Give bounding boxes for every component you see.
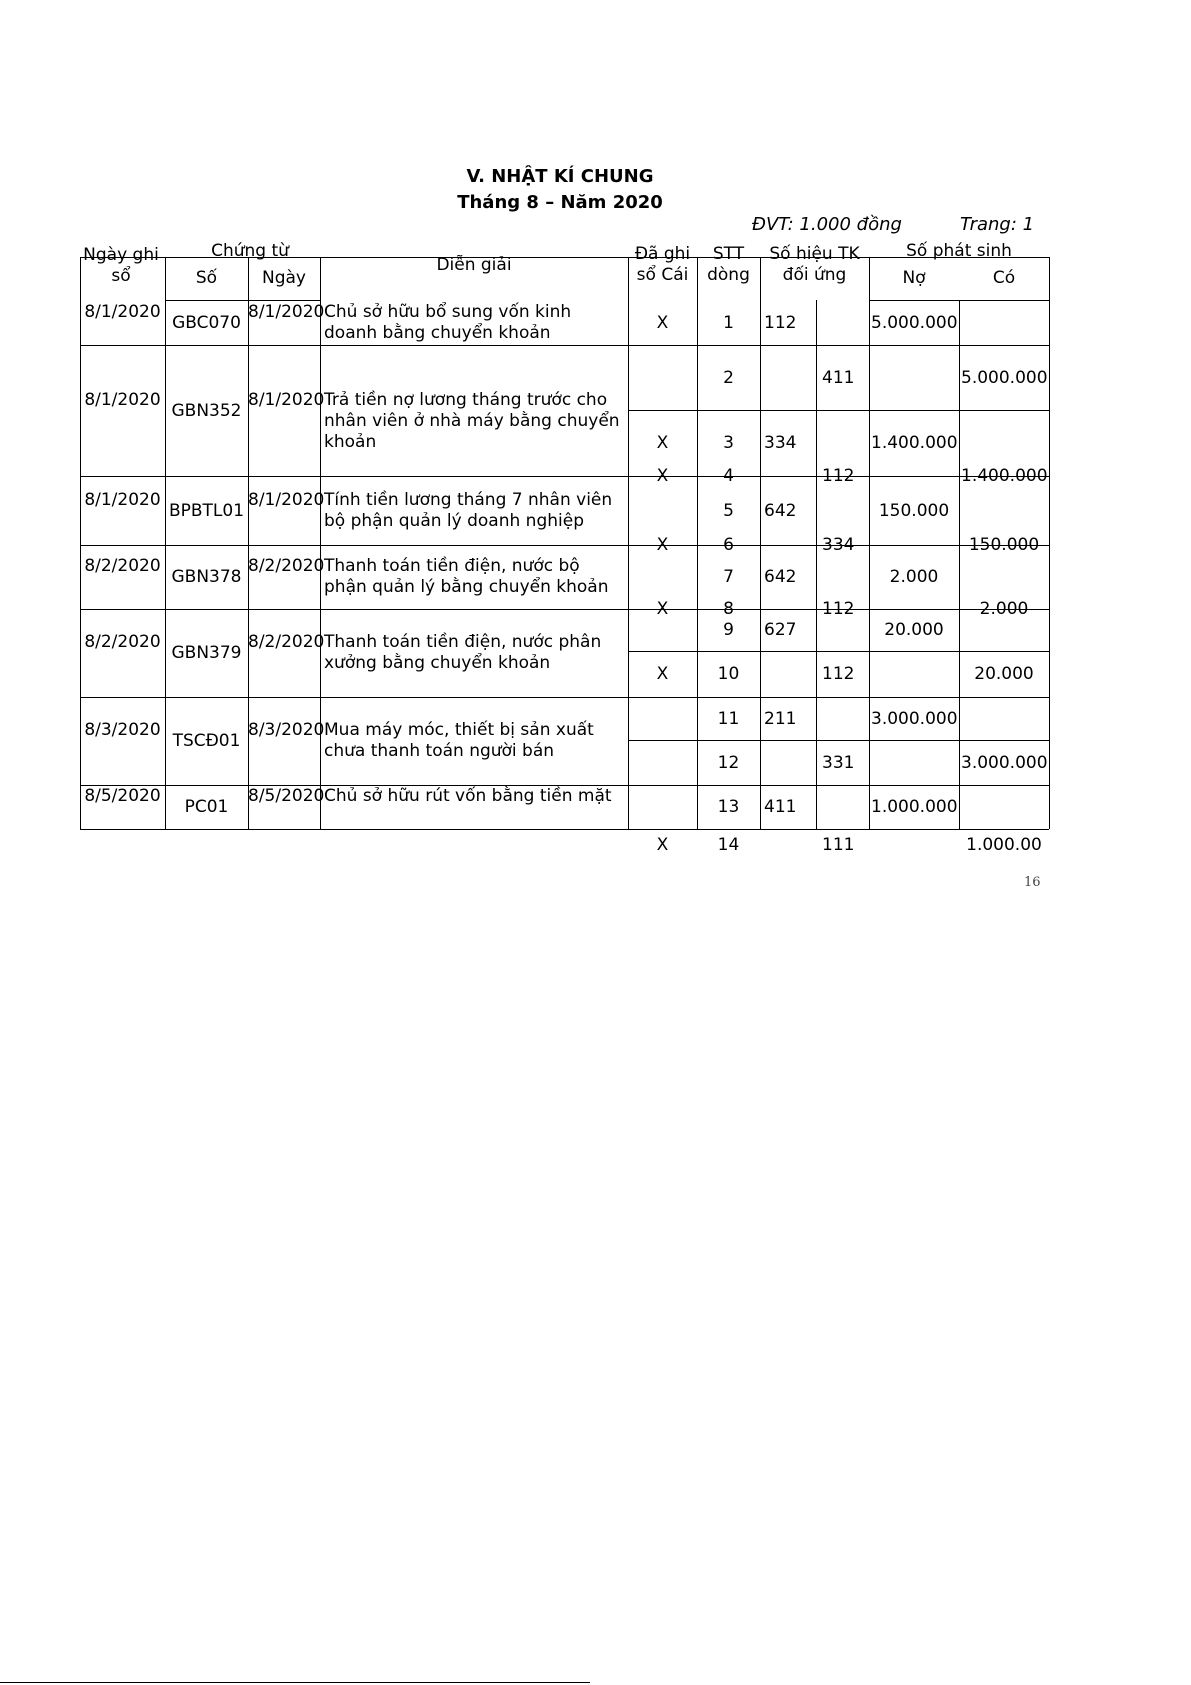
left-column-line bbox=[248, 257, 249, 829]
footer-divider bbox=[0, 1682, 590, 1683]
right-column-line bbox=[1049, 257, 1050, 829]
debit-amount: 5.000.000 bbox=[871, 312, 958, 333]
page-subtitle: Tháng 8 – Năm 2020 bbox=[457, 192, 663, 213]
line-number: 1 bbox=[723, 312, 734, 333]
header-stt-dong: STT dòng bbox=[707, 244, 750, 285]
debit-account: 642 bbox=[764, 500, 797, 521]
line-number: 6 bbox=[723, 535, 734, 555]
entry-date: 8/3/2020 bbox=[84, 720, 161, 740]
entry-date: 8/1/2020 bbox=[84, 489, 161, 510]
row-divider bbox=[80, 829, 628, 830]
credit-account: 112 bbox=[822, 599, 855, 619]
voucher-date: 8/3/2020 bbox=[248, 720, 325, 740]
line-number: 9 bbox=[723, 620, 734, 640]
no-co-split-line bbox=[959, 300, 960, 829]
line-number: 11 bbox=[717, 708, 740, 729]
posted-mark: X bbox=[656, 664, 669, 684]
line-number: 14 bbox=[717, 834, 740, 855]
row-divider bbox=[80, 609, 628, 610]
entry-date: 8/1/2020 bbox=[84, 301, 161, 322]
header-so-hieu-tk: Số hiệu TK đối ứng bbox=[769, 244, 860, 285]
voucher-date: 8/1/2020 bbox=[248, 301, 325, 322]
voucher-number: GBN379 bbox=[171, 643, 242, 663]
voucher-date: 8/2/2020 bbox=[248, 632, 325, 652]
credit-amount: 20.000 bbox=[974, 664, 1034, 684]
entry-date: 8/5/2020 bbox=[84, 786, 161, 806]
line-divider bbox=[628, 829, 1049, 830]
header-ngay-ghi-so: Ngày ghi sổ bbox=[83, 245, 159, 286]
debit-amount: 1.400.000 bbox=[871, 433, 958, 453]
header-chung-tu: Chứng từ bbox=[211, 241, 289, 261]
line-divider bbox=[628, 609, 1049, 610]
line-divider bbox=[628, 785, 1049, 786]
debit-amount: 3.000.000 bbox=[871, 708, 958, 729]
line-number: 13 bbox=[717, 797, 740, 817]
line-divider bbox=[628, 476, 1049, 477]
debit-amount: 1.000.000 bbox=[871, 797, 958, 817]
voucher-date: 8/1/2020 bbox=[248, 489, 325, 510]
voucher-date: 8/1/2020 bbox=[248, 389, 325, 410]
entry-description: Thanh toán tiền điện, nước bộ phận quản lý bằng chuyển khoản bbox=[324, 556, 609, 597]
posted-mark: X bbox=[656, 433, 669, 453]
description-column-line bbox=[320, 257, 321, 829]
tk-split-line bbox=[816, 300, 817, 829]
header-da-ghi-so-cai: Đã ghi sổ Cái bbox=[634, 244, 691, 285]
page-number: 16 bbox=[1024, 875, 1041, 890]
line-divider bbox=[628, 410, 1049, 411]
line-divider bbox=[628, 651, 1049, 652]
posted-mark: X bbox=[656, 466, 669, 486]
row-divider bbox=[80, 697, 628, 698]
voucher-number: GBN378 bbox=[171, 567, 242, 587]
header-ngay: Ngày bbox=[262, 268, 306, 288]
voucher-number: GBN352 bbox=[171, 400, 242, 421]
left-column-line bbox=[80, 257, 81, 829]
voucher-date: 8/5/2020 bbox=[248, 786, 325, 806]
line-divider bbox=[628, 345, 1049, 346]
entry-description: Tính tiền lương tháng 7 nhân viên bộ phận quản lý doanh nghiệp bbox=[324, 489, 613, 531]
entry-description: Mua máy móc, thiết bị sản xuất chưa thanh toán người bán bbox=[324, 720, 594, 761]
posted-mark: X bbox=[656, 599, 669, 619]
line-divider bbox=[628, 697, 1049, 698]
credit-account: 411 bbox=[822, 367, 855, 388]
line-divider bbox=[628, 545, 1049, 546]
voucher-date: 8/2/2020 bbox=[248, 556, 325, 576]
debit-account: 411 bbox=[764, 797, 797, 817]
entry-date: 8/1/2020 bbox=[84, 389, 161, 410]
line-number: 2 bbox=[723, 367, 734, 388]
header-top-line bbox=[80, 257, 1049, 258]
line-number: 4 bbox=[723, 466, 734, 486]
line-number: 8 bbox=[723, 599, 734, 619]
voucher-number: PC01 bbox=[184, 797, 229, 817]
credit-amount: 2.000 bbox=[979, 599, 1029, 619]
header-dien-giai: Diễn giải bbox=[436, 255, 512, 275]
debit-amount: 2.000 bbox=[889, 567, 939, 587]
unit-label: ĐVT: 1.000 đồng bbox=[752, 214, 902, 235]
voucher-number: BPBTL01 bbox=[168, 500, 245, 521]
header-no: Nợ bbox=[902, 268, 926, 288]
line-divider bbox=[628, 740, 1049, 741]
page-title: V. NHẬT KÍ CHUNG bbox=[466, 166, 654, 187]
debit-amount: 20.000 bbox=[884, 620, 944, 640]
voucher-number: TSCĐ01 bbox=[172, 731, 241, 751]
row-divider bbox=[80, 545, 628, 546]
line-number: 10 bbox=[717, 664, 740, 684]
credit-amount: 1.400.000 bbox=[961, 466, 1048, 486]
credit-amount: 5.000.000 bbox=[961, 367, 1048, 388]
entry-date: 8/2/2020 bbox=[84, 632, 161, 652]
entry-description: Thanh toán tiền điện, nước phân xưởng bằng chuyển khoản bbox=[324, 632, 602, 673]
voucher-number: GBC070 bbox=[172, 312, 241, 333]
posted-mark: X bbox=[656, 535, 669, 555]
credit-account: 334 bbox=[822, 535, 855, 555]
credit-account: 331 bbox=[822, 752, 855, 773]
posted-mark: X bbox=[656, 312, 669, 333]
row-divider bbox=[80, 476, 628, 477]
header-co: Có bbox=[992, 268, 1016, 288]
right-column-line bbox=[760, 257, 761, 829]
page-label: Trang: 1 bbox=[960, 214, 1035, 235]
line-number: 3 bbox=[723, 433, 734, 453]
debit-account: 642 bbox=[764, 567, 797, 587]
credit-amount: 150.000 bbox=[968, 535, 1040, 555]
entry-description: Chủ sở hữu bổ sung vốn kinh doanh bằng chuyển khoản bbox=[324, 301, 572, 343]
line-number: 7 bbox=[723, 567, 734, 587]
entry-description: Trả tiền nợ lương tháng trước cho nhân viên ở nhà máy bằng chuyển khoản bbox=[324, 389, 620, 452]
credit-account: 111 bbox=[822, 834, 855, 855]
debit-account: 112 bbox=[764, 312, 797, 333]
header-so: Số bbox=[195, 268, 218, 288]
debit-amount: 150.000 bbox=[878, 500, 950, 521]
entry-date: 8/2/2020 bbox=[84, 556, 161, 576]
header-so-phat-sinh: Số phát sinh bbox=[906, 241, 1012, 261]
credit-amount: 1.000.00 bbox=[966, 834, 1042, 855]
credit-account: 112 bbox=[822, 664, 855, 684]
credit-account: 112 bbox=[822, 466, 855, 486]
posted-mark: X bbox=[656, 834, 669, 855]
debit-account: 334 bbox=[764, 433, 797, 453]
line-number: 5 bbox=[723, 500, 734, 521]
debit-account: 211 bbox=[764, 708, 797, 729]
entry-description: Chủ sở hữu rút vốn bằng tiền mặt bbox=[324, 786, 612, 806]
debit-account: 627 bbox=[764, 620, 797, 640]
row-divider bbox=[80, 345, 628, 346]
line-number: 12 bbox=[717, 752, 740, 773]
right-column-line bbox=[869, 257, 870, 829]
credit-amount: 3.000.000 bbox=[961, 752, 1048, 773]
